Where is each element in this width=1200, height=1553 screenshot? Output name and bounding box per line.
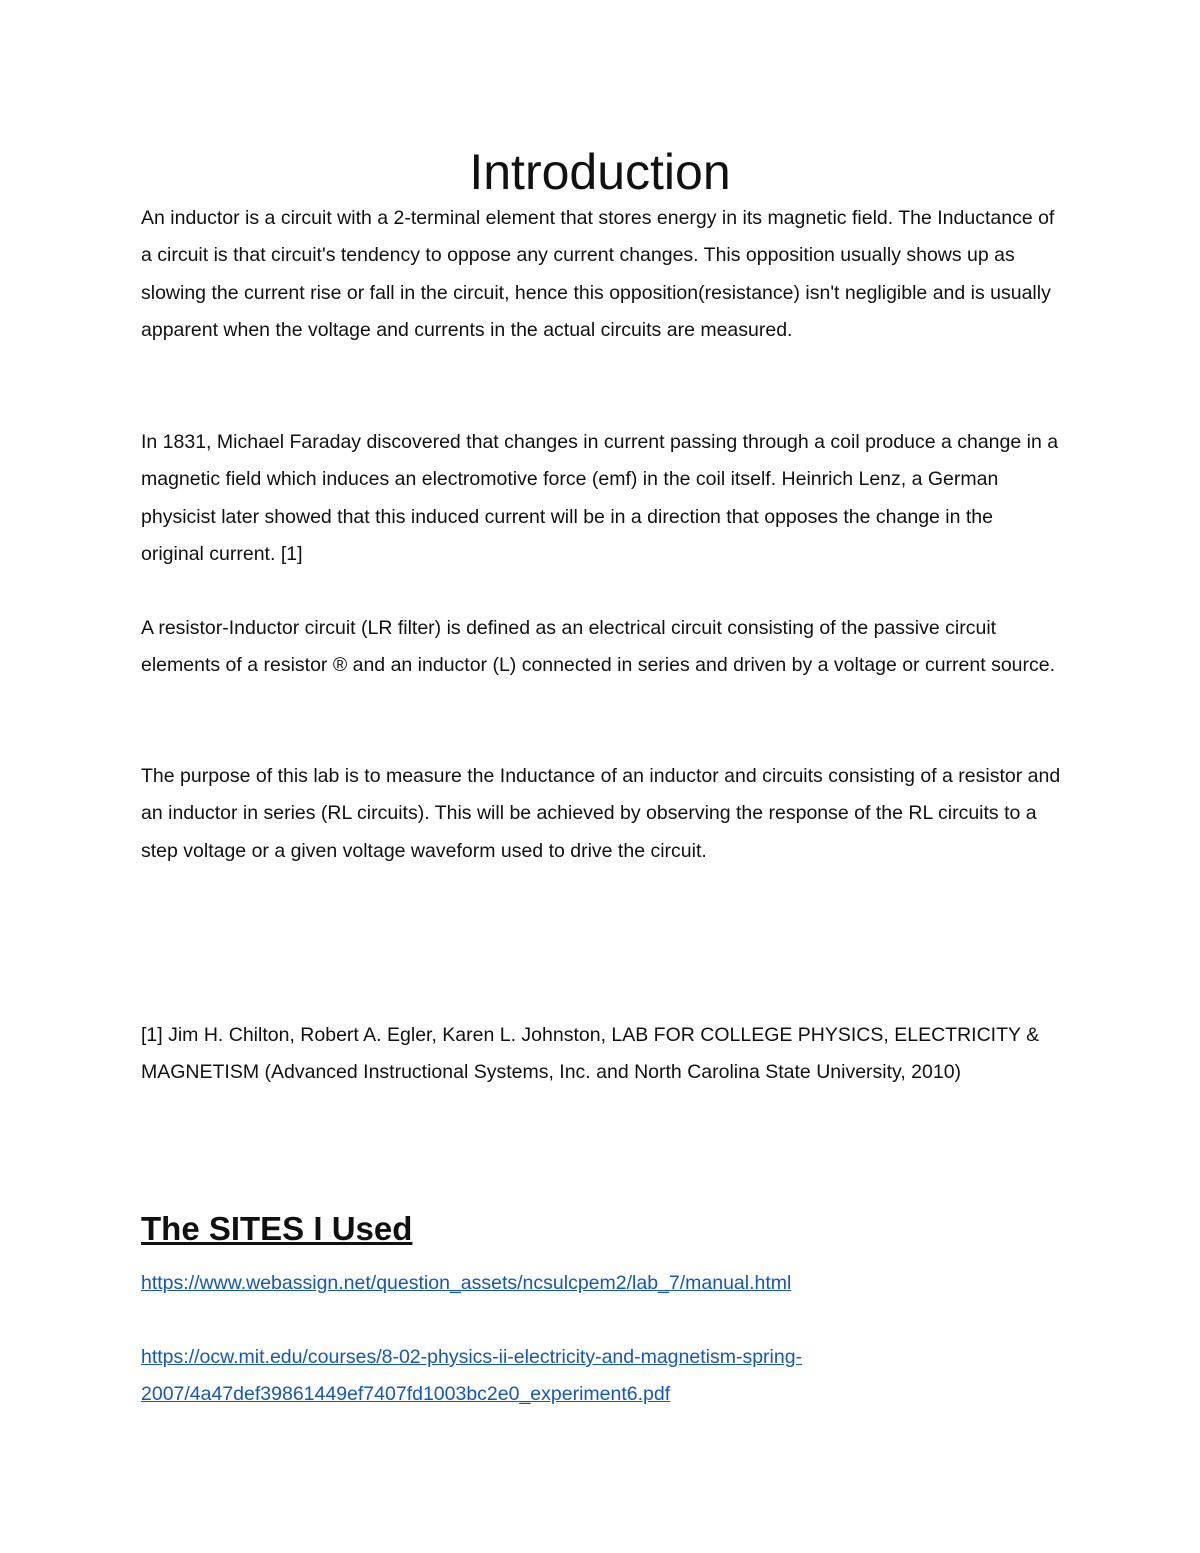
sites-heading: The SITES I Used xyxy=(141,1210,413,1247)
reference-footnote: [1] Jim H. Chilton, Robert A. Egler, Karen L. Johnston, LAB FOR COLLEGE PHYSICS, ELECTRICITY & MAGNETISM (Advanced Instructional Systems, Inc. and North Carolina State University, 2010) xyxy=(141,1024,1040,1084)
webassign-link[interactable] xyxy=(141,1265,1061,1302)
page-title: Introduction xyxy=(469,144,731,200)
intro-paragraph-4: The purpose of this lab is to measure the Inductance of an inductor and circuits consisting of a resistor and an inductor in series (RL circuits). This will be achieved by observing the response of the RL circuits to a step voltage or a given voltage waveform used to drive the circuit. xyxy=(141,765,1061,862)
mit-ocw-link[interactable] xyxy=(141,1339,1061,1414)
mit-ocw-link-line-2[interactable]: 2007/4a47def39861449ef7407fd1003bc2e0_experiment6.pdf xyxy=(141,1383,671,1406)
intro-paragraph-3: A resistor-Inductor circuit (LR filter) is defined as an electrical circuit consisting of the passive circuit elements of a resistor ® and an inductor (L) connected in series and driven by a voltage or current source. xyxy=(141,617,1056,677)
intro-paragraph-1: An inductor is a circuit with a 2-terminal element that stores energy in its magnetic field. The Inductance of a circuit is that circuit's tendency to oppose any current changes. This opposition usually shows up as slowing the current rise or fall in the circuit, hence this opposition(resistance) isn't negligible and is usually apparent when the voltage and currents in the actual circuits are measured. xyxy=(141,207,1055,341)
mit-ocw-link-line-1[interactable]: https://ocw.mit.edu/courses/8-02-physics-ii-electricity-and-magnetism-spring- xyxy=(141,1346,803,1368)
webassign-link-text[interactable]: https://www.webassign.net/question_assets/ncsulcpem2/lab_7/manual.html xyxy=(141,1272,792,1294)
intro-paragraph-2: In 1831, Michael Faraday discovered that changes in current passing through a coil produce a change in a magnetic field which induces an electromotive force (emf) in the coil itself. Heinrich Lenz, a German physicist later showed that this induced current will be in a direction that opposes the change in the original current. [1] xyxy=(141,431,1059,565)
